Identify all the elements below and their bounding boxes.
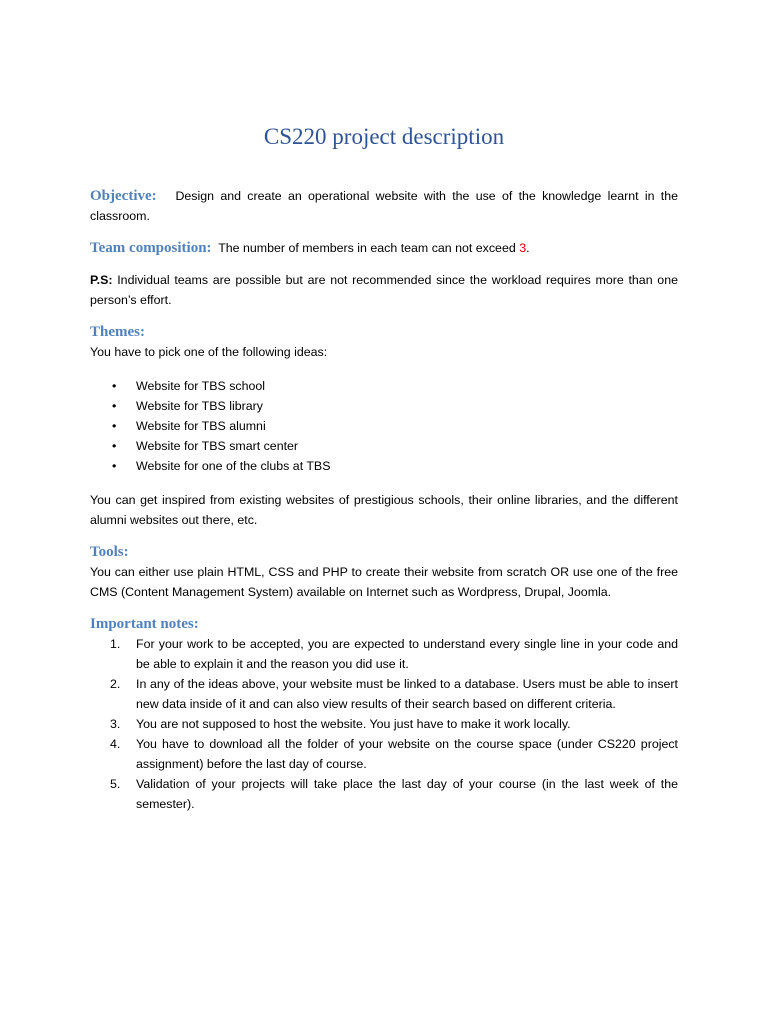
note-text: Validation of your projects will take place the last day of your course (in the last week of the semester). (136, 777, 678, 811)
list-item (90, 714, 678, 734)
theme-label: Website for TBS library (136, 399, 263, 413)
list-item (90, 376, 678, 396)
note-number: 1. (110, 637, 121, 651)
theme-label: Website for TBS smart center (136, 439, 299, 453)
theme-label: Website for TBS school (136, 379, 266, 393)
tools-text: You can either use plain HTML, CSS and PHP to create their website from scratch OR use one of the free CMS (Content Management System) available on Internet such as Wordpress, Drupal, Joomla. (90, 565, 678, 599)
list-item (90, 416, 678, 436)
note-text: For your work to be accepted, you are expected to understand every single line in your code and be able to explain it and the reason you did use it. (136, 637, 678, 671)
notes-list (90, 634, 678, 814)
note-number: 4. (110, 737, 121, 751)
bullet-icon: • (112, 439, 117, 453)
ps-label: P.S: (90, 273, 113, 287)
themes-heading: Themes: (90, 324, 145, 340)
note-number: 3. (110, 717, 121, 731)
list-item (90, 774, 678, 814)
bullet-icon: • (112, 459, 117, 473)
list-item (90, 436, 678, 456)
theme-label: Website for one of the clubs at TBS (136, 459, 331, 473)
document-body (90, 186, 678, 814)
team-paragraph (90, 238, 678, 258)
objective-heading: Objective: (90, 188, 157, 204)
note-number: 2. (110, 677, 121, 691)
objective-paragraph (90, 186, 678, 226)
note-number: 5. (110, 777, 121, 791)
team-count: 3 (519, 241, 527, 255)
page-title: CS220 project description (263, 124, 505, 149)
list-item (90, 396, 678, 416)
ps-text: Individual teams are possible but are not recommended since the workload requires more than one person’s effort. (90, 273, 678, 307)
list-item (90, 634, 678, 674)
note-text: You have to download all the folder of your website on the course space (under CS220 project assignment) before the last day of course. (136, 737, 678, 771)
tools-heading: Tools: (90, 544, 129, 560)
themes-intro: You have to pick one of the following ideas: (90, 345, 328, 359)
note-text: You are not supposed to host the website. You just have to make it work locally. (136, 717, 571, 731)
bullet-icon: • (112, 419, 117, 433)
notes-heading: Important notes: (90, 616, 199, 632)
team-text: The number of members in each team can not exceed (218, 241, 516, 255)
list-item (90, 734, 678, 774)
ps-paragraph (90, 270, 678, 310)
bullet-icon: • (112, 379, 117, 393)
list-item (90, 674, 678, 714)
themes-outro: You can get inspired from existing websites of prestigious schools, their online libraries, and the different alumni websites out there, etc. (90, 493, 678, 527)
team-heading: Team composition: (90, 240, 212, 256)
theme-label: Website for TBS alumni (136, 419, 266, 433)
note-text: In any of the ideas above, your website must be linked to a database. Users must be able to insert new data inside of it and can also view results of their search based on different criteria. (136, 677, 678, 711)
bullet-icon: • (112, 399, 117, 413)
team-end: . (526, 241, 530, 255)
objective-text: Design and create an operational website with the use of the knowledge learnt in the classroom. (90, 189, 678, 223)
list-item (90, 456, 678, 476)
themes-list (90, 376, 678, 476)
